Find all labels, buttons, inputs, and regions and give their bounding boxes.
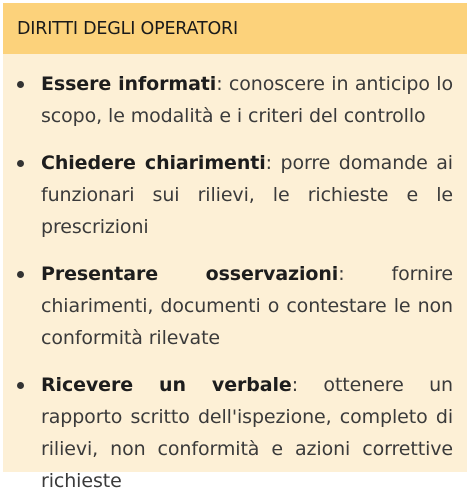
list-item [17, 258, 453, 354]
bullet-icon [17, 160, 24, 167]
list-item [17, 369, 453, 497]
item-text: : conoscere in anticipo lo scopo, le modalità e i criteri del controllo [41, 73, 453, 127]
list-item [17, 68, 453, 132]
item-term: Presentare osservazioni [41, 263, 339, 285]
bullet-icon [17, 81, 24, 88]
item-term: Essere informati [41, 73, 217, 95]
item-text: : ottenere un rapporto scritto dell'ispezione, completo di rilievi, non conformità e azioni correttive richieste [41, 374, 453, 492]
bullet-icon [17, 271, 24, 278]
box-header [3, 3, 467, 54]
box-title: DIRITTI DEGLI OPERATORI [17, 18, 238, 39]
bullet-icon [17, 382, 24, 389]
item-term: Ricevere un verbale [41, 374, 292, 396]
item-text: : porre domande ai funzionari sui rilievi, le richieste e le prescrizioni [41, 152, 453, 238]
rights-list [3, 54, 467, 497]
item-term: Chiedere chiarimenti [41, 152, 266, 174]
list-item [17, 147, 453, 243]
rights-box [3, 3, 467, 492]
item-text: : fornire chiarimenti, documenti o contestare le non conformità rilevate [41, 263, 453, 349]
